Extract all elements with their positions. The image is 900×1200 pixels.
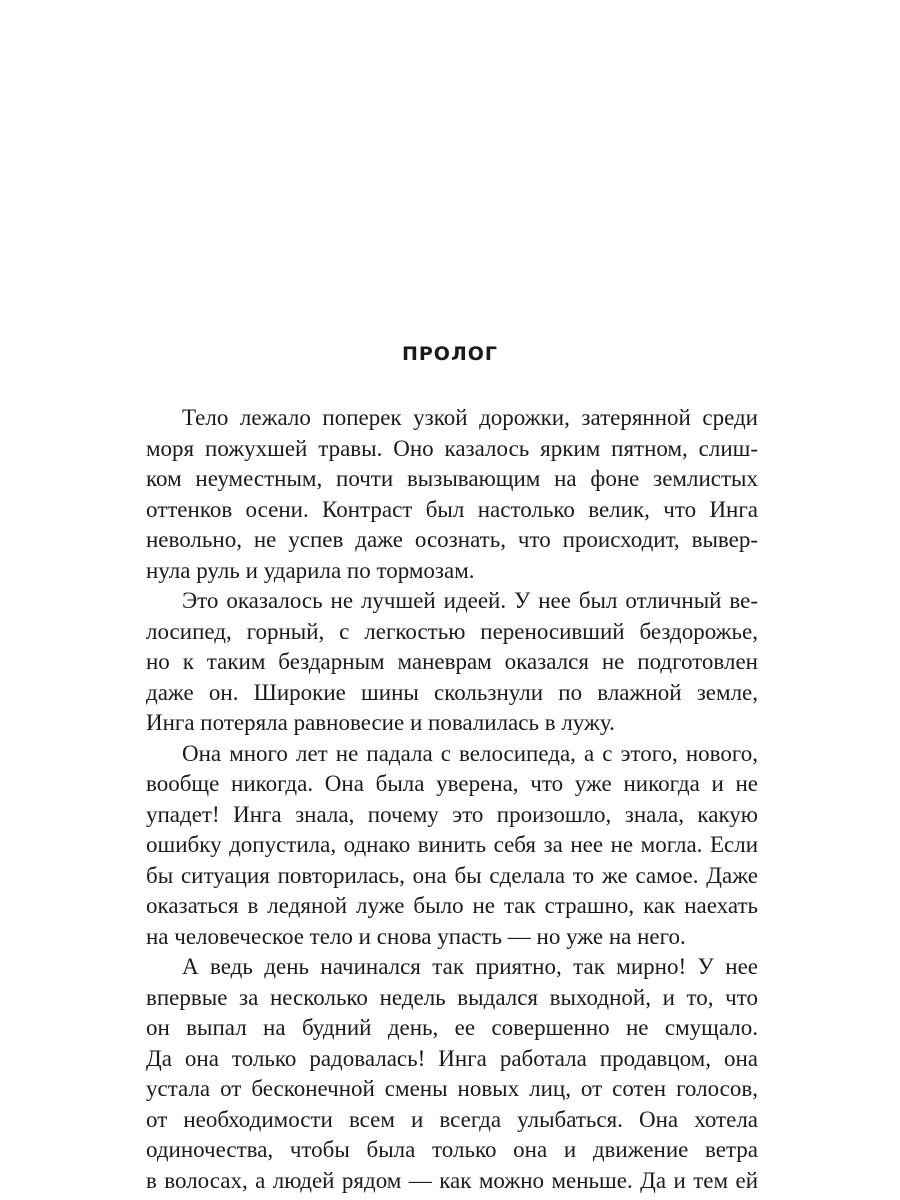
paragraph <box>146 403 758 586</box>
text-line: бы ситуация повторилась, она бы сделала то же самое. Даже <box>146 862 758 888</box>
text-line: Инга потеряла равновесие и повалилась в лужу. <box>146 710 615 735</box>
text-line: даже он. Широкие шины скользнули по влажной земле, <box>146 679 758 705</box>
text-line: ком неуместным, почти вызывающим на фоне землистых <box>146 466 758 491</box>
text-line: устала от бесконечной смены новых лиц, от сотен голосов, <box>146 1076 758 1101</box>
text-line: лосипед, горный, с легкостью переносивший бездорожье, <box>146 618 758 644</box>
paragraph <box>146 952 758 1196</box>
text-line: одиночества, чтобы была только она и движение ветра <box>146 1137 758 1162</box>
text-line: впервые за несколько недель выдался выходной, и то, что <box>146 984 758 1010</box>
text-line: Да она только радовалась! Инга работала продавцом, она <box>146 1045 758 1071</box>
text-line: оттенков осени. Контраст был настолько велик, что Инга <box>146 496 758 522</box>
text-line: Это оказалось не лучшей идеей. У нее был отличный ве- <box>182 588 758 613</box>
text-line: ошибку допустила, однако винить себя за нее не могла. Если <box>146 832 758 857</box>
text-line: моря пожухшей травы. Оно казалось ярким пятном, слиш- <box>146 435 758 461</box>
text-line: оказаться в ледяной луже было не так страшно, как наехать <box>146 893 758 918</box>
chapter-title: ПРОЛОГ <box>401 343 499 365</box>
text-line: нула руль и ударила по тормозам. <box>146 557 475 583</box>
text-line: на человеческое тело и снова упасть — но уже на него. <box>146 923 686 949</box>
body-text <box>146 403 758 1196</box>
paragraph <box>146 586 758 739</box>
text-line: в волосах, а людей рядом — как можно меньше. Да и тем ей <box>146 1167 758 1193</box>
text-line: вообще никогда. Она была уверена, что уже никогда и не <box>146 771 758 796</box>
paragraph <box>146 739 758 953</box>
text-line: но к таким бездарным маневрам оказался не подготовлен <box>146 649 758 674</box>
text-line: Тело лежало поперек узкой дорожки, затерянной среди <box>182 405 758 430</box>
text-line: невольно, не успев даже осознать, что происходит, вывер- <box>146 527 758 552</box>
text-line: он выпал на будний день, ее совершенно не смущало. <box>146 1015 758 1040</box>
text-line: упадет! Инга знала, почему это произошло, знала, какую <box>146 801 758 827</box>
text-line: Она много лет не падала с велосипеда, а с этого, нового, <box>182 740 758 766</box>
text-line: А ведь день начинался так приятно, так мирно! У нее <box>182 954 758 979</box>
text-line: от необходимости всем и всегда улыбаться. Она хотела <box>146 1106 758 1132</box>
